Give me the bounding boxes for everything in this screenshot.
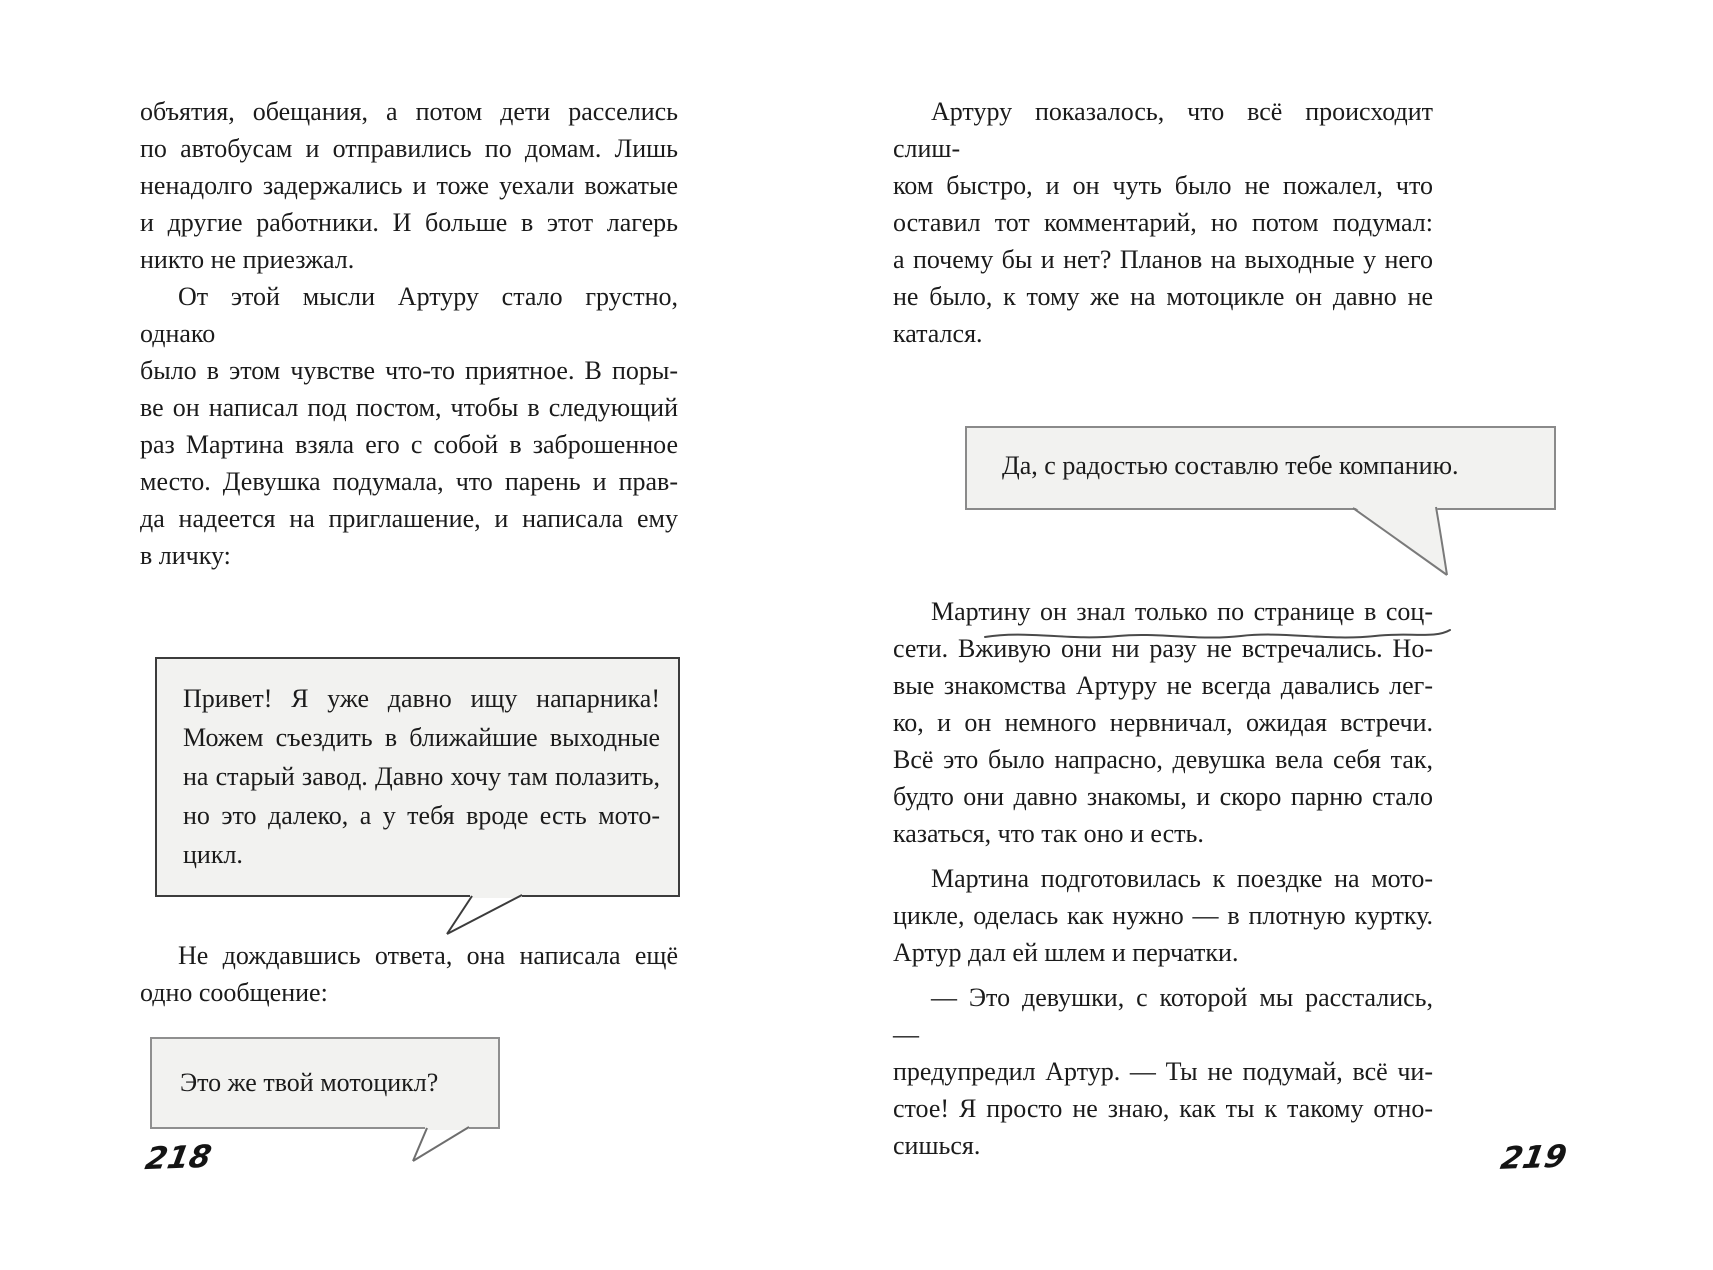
text-line: Привет! Я уже давно ищу напарника!	[183, 684, 660, 713]
paragraph	[893, 979, 1433, 1164]
page-number-left: 218	[142, 1138, 215, 1178]
chat-message-bubble	[155, 657, 680, 897]
text-line: катался.	[893, 319, 983, 348]
right-page	[893, 93, 1459, 1164]
text-line: одно сообщение:	[140, 978, 328, 1007]
text-line: Не дождавшись ответа, она написала ещё	[178, 941, 678, 970]
text-line: ве он написал под постом, чтобы в следующий	[140, 393, 678, 422]
text-line: сишься.	[893, 1131, 981, 1160]
text-line: на старый завод. Давно хочу там полазить,	[183, 762, 660, 791]
paragraph	[140, 278, 678, 574]
text-line: ко, и он немного нервничал, ожидая встречи.	[893, 708, 1433, 737]
bubble-text	[183, 679, 660, 874]
text-line: Можем съездить в ближайшие выходные	[183, 723, 660, 752]
paragraph	[893, 93, 1433, 352]
text-line: предупредил Артур. — Ты не подумай, всё чи-	[893, 1057, 1433, 1086]
text-line: место. Девушка подумала, что парень и прав-	[140, 467, 678, 496]
bubble-text	[180, 1063, 480, 1102]
text-line: Артуру показалось, что всё происходит слиш-	[893, 97, 1433, 163]
text-line: никто не приезжал.	[140, 245, 355, 274]
text-line: казаться, что так оно и есть.	[893, 819, 1204, 848]
text-line: Артур дал ей шлем и перчатки.	[893, 938, 1239, 967]
text-line: раз Мартина взяла его с собой в заброшенное	[140, 430, 678, 459]
text-line: а почему бы и нет? Планов на выходные у него	[893, 245, 1433, 274]
text-line: ком быстро, и он чуть было не пожалел, что	[893, 171, 1433, 200]
text-line: Мартина подготовилась к поездке на мото-	[931, 864, 1433, 893]
text-line: сети. Вживую они ни разу не встречались. Но-	[893, 634, 1433, 663]
text-line: в личку:	[140, 541, 231, 570]
bubble-text	[1002, 446, 1536, 485]
text-line: да надеется на приглашение, и написала ему	[140, 504, 678, 533]
text-line: будто они давно знакомы, и скоро парню стало	[893, 782, 1433, 811]
paragraph	[893, 593, 1433, 852]
text-line: по автобусам и отправились по домам. Лишь	[140, 134, 678, 163]
text-line: и другие работники. И больше в этот лагерь	[140, 208, 678, 237]
text-line: цикл.	[183, 840, 243, 869]
chat-message-bubble	[965, 426, 1556, 510]
text-line: вые знакомства Артуру не всегда давались лег-	[893, 671, 1433, 700]
text-line: Да, с радостью составлю тебе компанию.	[1002, 451, 1459, 480]
left-page	[140, 93, 678, 1129]
text-line: Всё это было напрасно, девушка вела себя так,	[893, 745, 1433, 774]
text-line: От этой мысли Артуру стало грустно, однако	[140, 282, 678, 348]
text-line: Мартину он знал только по странице в соц-	[931, 597, 1433, 626]
text-line: было в этом чувстве что-то приятное. В поры-	[140, 356, 678, 385]
text-line: стое! Я просто не знаю, как ты к такому отно-	[893, 1094, 1433, 1123]
text-line: ненадолго задержались и тоже уехали вожатые	[140, 171, 678, 200]
bubble-tail-icon	[1345, 506, 1460, 581]
paragraph	[893, 860, 1433, 971]
paragraph	[140, 93, 678, 278]
paragraph	[140, 937, 678, 1011]
text-line: но это далеко, а у тебя вроде есть мото-	[183, 801, 660, 830]
text-line: Это же твой мотоцикл?	[180, 1068, 439, 1097]
bubble-tail-icon	[405, 1125, 485, 1167]
bubble-tail-icon	[438, 893, 533, 939]
text-line: не было, к тому же на мотоцикле он давно не	[893, 282, 1433, 311]
chat-message-bubble	[150, 1037, 500, 1129]
text-line: оставил тот комментарий, но потом подумал:	[893, 208, 1433, 237]
text-line: цикле, оделась как нужно — в плотную куртку.	[893, 901, 1433, 930]
text-line: объятия, обещания, а потом дети расселись	[140, 97, 678, 126]
text-line: — Это девушки, с которой мы расстались, —	[893, 983, 1433, 1049]
page-number-right: 219	[1497, 1138, 1570, 1177]
